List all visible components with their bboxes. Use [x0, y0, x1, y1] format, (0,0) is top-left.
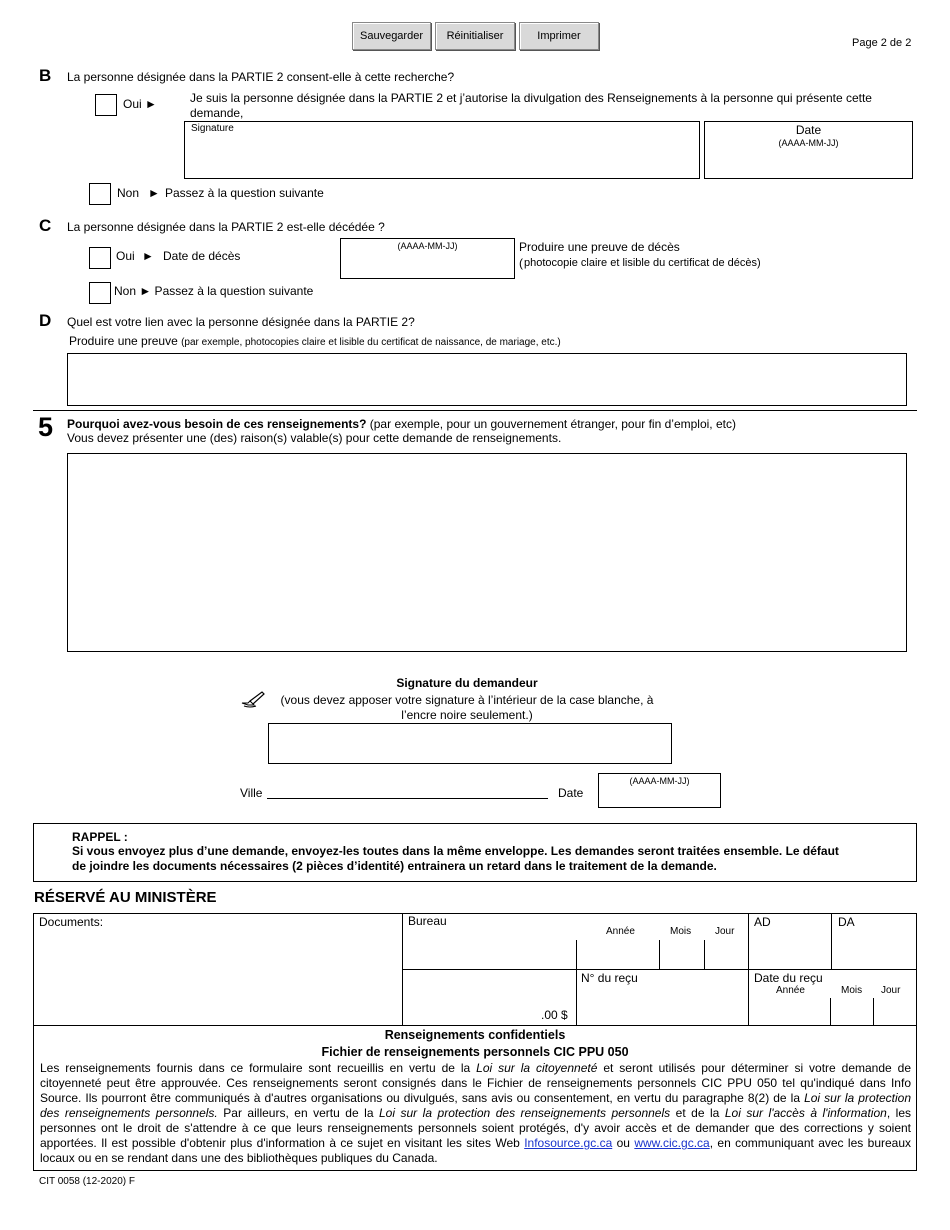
- print-button[interactable]: Imprimer: [519, 22, 599, 50]
- cic-link[interactable]: www.cic.gc.ca: [634, 1136, 710, 1150]
- section-5-question-note: (par exemple, pour un gouvernement étranger, pour fin d’emploi, etc): [369, 417, 736, 431]
- documents-label: Documents:: [39, 915, 104, 929]
- section-5-line2: Vous devez présenter une (des) raison(s) valable(s) pour cette demande de renseignements.: [67, 431, 562, 445]
- section-c-question: La personne désignée dans la PARTIE 2 est-elle décédée ?: [67, 220, 385, 234]
- section-5-question-bold: Pourquoi avez-vous besoin de ces renseignements?: [67, 417, 367, 431]
- office-row-line: [402, 969, 917, 970]
- section-c-proof-paren: (: [519, 256, 523, 270]
- infosource-link[interactable]: Infosource.gc.ca: [524, 1136, 613, 1150]
- section-5-question: [67, 417, 736, 431]
- bureau-month-label: Mois: [670, 926, 692, 937]
- section-d-relationship-field[interactable]: [67, 353, 907, 406]
- section-c-oui-label: Oui: [116, 249, 135, 263]
- fee-amount: .00 $: [541, 1008, 568, 1022]
- applicant-date-label: Date: [558, 786, 584, 800]
- office-col-line: [873, 998, 874, 1025]
- receipt-year-label: Année: [776, 985, 805, 996]
- section-d-question: Quel est votre lien avec la personne désignée dans la PARTIE 2?: [67, 315, 415, 329]
- pen-icon: [240, 689, 266, 712]
- reminder-title: RAPPEL :: [72, 830, 128, 844]
- section-b-date-format: (AAAA-MM-JJ): [778, 138, 839, 148]
- form-id: CIT 0058 (12-2020) F: [39, 1176, 135, 1187]
- divider: [33, 410, 917, 411]
- applicant-signature-field[interactable]: [268, 723, 672, 764]
- section-c-death-date-field[interactable]: [340, 238, 515, 279]
- section-b-date-field[interactable]: [704, 121, 913, 179]
- city-field[interactable]: [267, 798, 548, 799]
- section-b-signature-field[interactable]: [184, 121, 700, 179]
- section-b-non-arrow: ►: [148, 186, 160, 200]
- office-col-line: [659, 940, 660, 969]
- applicant-signature-title: Signature du demandeur: [396, 676, 538, 690]
- applicant-signature-note-1: (vous devez apposer votre signature à l’intérieur de la case blanche, à: [280, 693, 654, 707]
- section-b-non-text: Passez à la question suivante: [165, 186, 324, 200]
- reminder-line-1: Si vous envoyez plus d’une demande, envoyez-les toutes dans la même enveloppe. Les demandes seront traitées ensemble. Le défaut: [72, 844, 839, 858]
- applicant-signature-note-2: l’encre noire seulement.): [401, 708, 533, 722]
- office-title: RÉSERVÉ AU MINISTÈRE: [34, 889, 217, 906]
- section-5-reason-field[interactable]: [67, 453, 907, 652]
- section-c-proof-note: photocopie claire et lisible du certificat de décès): [524, 257, 761, 269]
- section-b-signature-label: Signature: [191, 123, 234, 134]
- section-c-oui-arrow: ►: [142, 249, 154, 263]
- section-c-date-format: (AAAA-MM-JJ): [397, 241, 458, 251]
- section-b-date-label: Date: [795, 123, 822, 137]
- confidential-paragraph: Les renseignements fournis dans ce formulaire sont recueillis en vertu de la Loi sur la citoyenneté et seront utilisés pour déterminer si votre demande de citoyenneté peut être approuvée. Ces renseignements seront consignés dans le Fichier de renseignements personnels CIC PPU 050 tel qu'indiqué dans Info Source. Ils pourront être communiqués à d'autres organisations ou divulgués, sans avis ou consentement, en vertu du paragraphe 8(2) de la Loi sur la protection des renseignements personnels. Par ailleurs, en vertu de la Loi sur la protection des renseignements personnels et de la Loi sur l'accès à l'information, les personnes ont le droit de s'attendre à ce que leurs renseignements personnels soient protégés, d'y avoir accès et de demander que des corrections y soient apportées. Il est possible d'obtenir plus d'information à ce sujet en visitant les sites Web Infosource.gc.ca ou www.cic.gc.ca, en communiquant avec les bureaux locaux ou en se rendant dans une des bibliothèques publiques du Canada.: [40, 1061, 912, 1165]
- receipt-number-label: N° du reçu: [581, 971, 638, 985]
- reminder-box: [33, 823, 917, 882]
- reset-button[interactable]: Réinitialiser: [435, 22, 515, 50]
- section-c-non-label: Non ► Passez à la question suivante: [114, 284, 314, 298]
- section-c-letter: C: [39, 216, 52, 235]
- office-col-line: [830, 998, 831, 1025]
- section-d-proof-note: (par exemple, photocopies claire et lisible du certificat de naissance, de mariage, etc.): [181, 337, 561, 348]
- section-b-non-label: Non: [117, 186, 140, 200]
- bureau-day-label: Jour: [715, 926, 735, 937]
- section-b-consent-text: Je suis la personne désignée dans la PARTIE 2 et j’autorise la divulgation des Renseignements à la personne qui présente cette demande,: [190, 91, 872, 120]
- page-number: Page 2 de 2: [852, 37, 912, 49]
- city-label: Ville: [240, 786, 263, 800]
- reminder-line-2: de joindre les documents nécessaires (2 pièces d’identité) entrainera un retard dans le traitement de la demande.: [72, 859, 717, 873]
- da-label: DA: [838, 915, 855, 929]
- receipt-day-label: Jour: [881, 985, 901, 996]
- section-c-non-checkbox[interactable]: [89, 282, 111, 304]
- bureau-year-label: Année: [606, 926, 635, 937]
- receipt-month-label: Mois: [841, 985, 863, 996]
- section-b-letter: B: [39, 66, 52, 85]
- confidential-title-2: Fichier de renseignements personnels CIC PPU 050: [321, 1045, 629, 1059]
- office-table-divider: [33, 1025, 917, 1026]
- office-col-line: [831, 913, 832, 969]
- office-col-line: [576, 940, 577, 1025]
- bureau-label: Bureau: [408, 914, 447, 928]
- section-b-oui-label: Oui ►: [123, 97, 157, 111]
- section-d-proof-label: Produire une preuve: [69, 334, 178, 348]
- section-b-question: La personne désignée dans la PARTIE 2 consent-elle à cette recherche?: [67, 70, 455, 84]
- applicant-date-format: (AAAA-MM-JJ): [629, 776, 690, 786]
- section-b-non-checkbox[interactable]: [89, 183, 111, 205]
- office-col-line: [704, 940, 705, 969]
- section-b-oui-checkbox[interactable]: [95, 94, 117, 116]
- section-d-letter: D: [39, 311, 52, 330]
- applicant-date-field[interactable]: [598, 773, 721, 808]
- ad-label: AD: [754, 915, 771, 929]
- section-c-oui-checkbox[interactable]: [89, 247, 111, 269]
- confidential-title-1: Renseignements confidentiels: [384, 1028, 566, 1042]
- section-c-proof-title: Produire une preuve de décès: [519, 240, 680, 254]
- section-c-death-date-label: Date de décès: [163, 249, 241, 263]
- office-col-line: [748, 913, 749, 1025]
- section-5-number: 5: [38, 412, 54, 442]
- save-button[interactable]: Sauvegarder: [352, 22, 431, 50]
- receipt-date-label: Date du reçu: [754, 971, 823, 985]
- section-d-proof: [69, 334, 561, 348]
